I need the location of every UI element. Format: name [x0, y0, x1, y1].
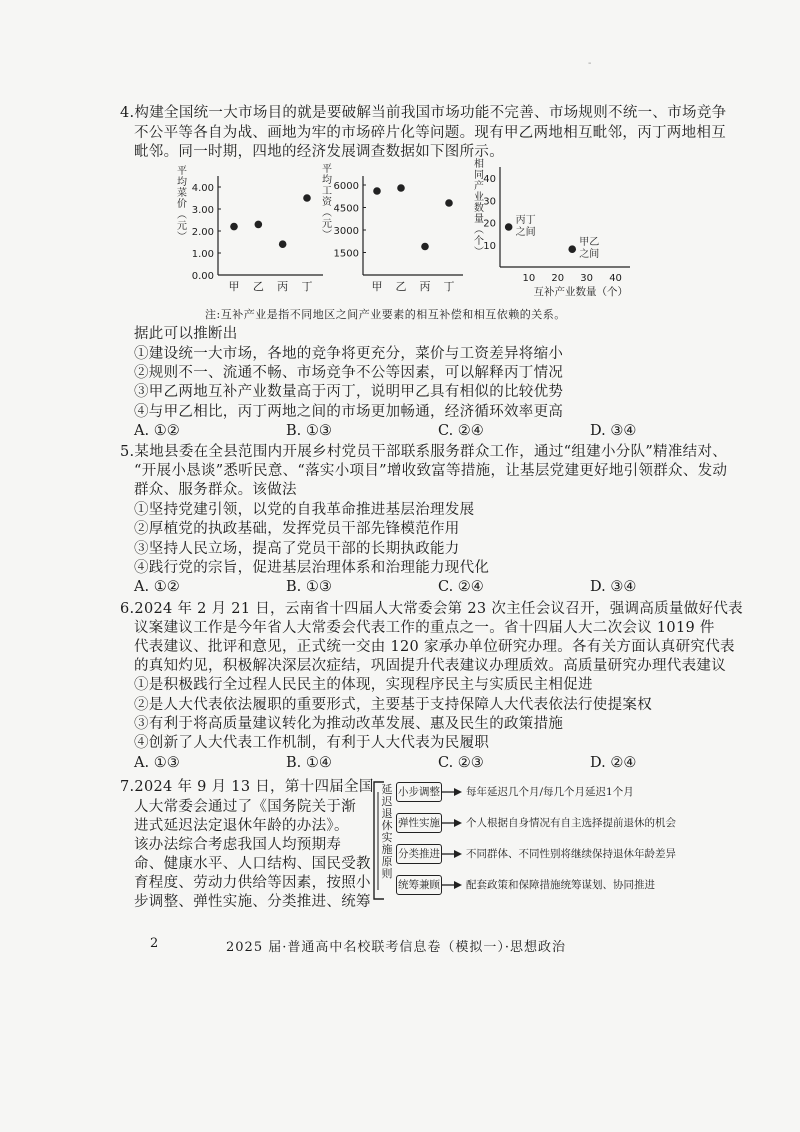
chart-note: 注:互补产业是指不同地区之间产业要素的相互补偿和相互依赖的关系。: [205, 308, 566, 321]
x-tick-label: 40: [609, 273, 622, 284]
svg-text:量: 量: [474, 214, 484, 225]
x-tick-label: 20: [551, 273, 565, 284]
svg-text:丙丁: 丙丁: [515, 215, 536, 226]
svg-text:之间: 之间: [515, 227, 536, 238]
y-tick-label: 20: [483, 218, 496, 230]
x-tick-label: 甲: [228, 280, 240, 293]
svg-text:均: 均: [177, 177, 187, 188]
q4-line-1: 4.构建全国统一大市场目的就是要破解当前我国市场功能不完善、市场规则不统一、市场竞争: [120, 105, 727, 121]
x-tick-label: 30: [580, 273, 594, 284]
q5-statement-4: ④践行党的宗旨，促进基层治理体系和治理能力现代化: [134, 560, 490, 576]
q7-line-2: 人大常委会通过了《国务院关于渐: [134, 799, 356, 815]
svg-text:工: 工: [322, 186, 332, 197]
diagram-box-2: 弹性实施: [396, 813, 442, 833]
q6-option-d[interactable]: D. ②④: [590, 755, 637, 771]
scan-mark: -: [588, 58, 592, 69]
q4-option-b[interactable]: B. ①③: [286, 423, 332, 439]
svg-text:相: 相: [474, 159, 484, 170]
data-point-乙: [397, 184, 405, 192]
data-point-乙: [255, 221, 263, 229]
svg-text:︶: ︶: [177, 232, 187, 243]
q6-line-4: 的真知灼见，积极解决深层次症结，巩固提升代表建议办理质效。高质量研究办理代表建议: [134, 658, 726, 674]
svg-text:平: 平: [177, 166, 187, 177]
q4-line-3: 毗邻。同一时期，四地的经济发展调查数据如下图所示。: [134, 144, 504, 160]
q5-option-a[interactable]: A. ①②: [134, 579, 180, 595]
x-tick-label: 丙: [277, 280, 289, 293]
q5-line-3: 群众、服务群众。该做法: [134, 482, 297, 498]
svg-text:资: 资: [322, 197, 332, 208]
y-tick-label: 4500: [333, 203, 359, 215]
q5-line-2: “开展小恳谈”悉听民意、“落实小项目”增收致富等措施，让基层党建更好地引领群众、发动: [134, 463, 728, 479]
y-tick-label: 2.00: [191, 227, 214, 238]
data-point: [568, 245, 576, 253]
diagram-desc-2: 个人根据自身情况有自主选择提前退休的机会: [466, 817, 676, 829]
svg-text:同: 同: [474, 170, 484, 181]
svg-text:︶: ︶: [474, 247, 484, 258]
q6-option-c[interactable]: C. ②③: [438, 755, 484, 771]
q7-line-6: 育程度、劳动力供给等因素，按照小: [134, 875, 371, 891]
q6-line-1: 6.2024 年 2 月 21 日，云南省十四届人大常委会第 23 次主任会议召开，强调高质量做好代表: [120, 601, 743, 617]
y-axis-label: [322, 163, 333, 241]
x-tick-label: 10: [522, 273, 536, 284]
svg-text:元: 元: [322, 219, 332, 230]
diagram-box-3: 分类推进: [396, 844, 442, 864]
y-tick-label: 10: [483, 240, 496, 252]
q5-line-1: 5.某地县委在全县范围内开展乡村党员干部联系服务群众工作，通过“组建小分队”精准结对、: [120, 444, 728, 460]
y-axis-label: [177, 165, 187, 243]
data-point-label: [516, 214, 536, 238]
y-tick-label: 3.00: [191, 205, 214, 216]
q5-option-c[interactable]: C. ②④: [438, 579, 484, 595]
diagram-box-4: 统筹兼顾: [396, 875, 442, 895]
diagram-desc-1: 每年延迟几个月/每几个月延迟1个月: [466, 786, 634, 798]
svg-text:价: 价: [177, 199, 187, 210]
q4-statement-4: ④与甲乙相比，丙丁两地之间的市场更加畅通，经济循环效率更高: [134, 404, 564, 420]
q7-line-1: 7.2024 年 9 月 13 日，第十四届全国: [120, 779, 374, 795]
footer-title: 2025 届·普通高中名校联考信息卷（模拟一）·思想政治: [226, 940, 566, 955]
x-tick-label: 乙: [252, 280, 264, 293]
x-tick-label: 丁: [443, 280, 455, 293]
svg-text:︵: ︵: [322, 208, 332, 219]
y-tick-label: 1500: [333, 248, 359, 260]
data-point-丁: [445, 199, 453, 207]
q6-statement-3: ③有利于将高质量建议转化为推动改革发展、惠及民生的政策措施: [134, 716, 564, 732]
q4-statement-2: ②规则不一、流通不畅、市场竞争不公等因素，可以解释丙丁情况: [134, 365, 564, 381]
x-tick-label: 丙: [419, 280, 431, 293]
diagram-title: 延迟退休实施原则: [381, 783, 393, 880]
y-tick-label: 3000: [333, 226, 359, 237]
data-point-丙: [421, 243, 429, 251]
q4-stem: 据此可以推断出: [134, 326, 238, 342]
q4-option-c[interactable]: C. ②④: [438, 423, 484, 439]
data-point: [505, 223, 513, 231]
q4-option-a[interactable]: A. ①②: [134, 423, 180, 439]
x-axis-label: 互补产业数量（个）: [533, 286, 628, 298]
data-point-丁: [303, 194, 311, 202]
svg-text:均: 均: [322, 175, 332, 186]
chart-industry: [470, 155, 645, 300]
svg-text:个: 个: [474, 236, 484, 247]
q4-statement-1: ①建设统一大市场，各地的竞争将更充分，菜价与工资差异将缩小: [134, 346, 564, 362]
svg-text:元: 元: [177, 221, 187, 232]
y-tick-label: 0.00: [191, 271, 214, 282]
svg-text:之间: 之间: [579, 249, 600, 261]
q5-statement-3: ③坚持人民立场，提高了党员干部的长期执政能力: [134, 541, 460, 557]
chart-wage: [318, 160, 468, 295]
svg-text:业: 业: [474, 192, 484, 203]
y-tick-label: 4.00: [191, 183, 214, 194]
q6-line-3: 代表建议、批评和意见，正式统一交由 120 家承办单位研究办理。各有关方面认真研究代表: [134, 639, 735, 655]
q5-option-d[interactable]: D. ③④: [590, 579, 637, 595]
svg-text:︶: ︶: [322, 230, 332, 241]
diagram-desc-3: 不同群体、不同性别将继续保持退休年龄差异: [466, 848, 676, 860]
x-tick-label: 乙: [395, 280, 407, 293]
y-tick-label: 1.00: [191, 249, 214, 260]
y-tick-label: 30: [483, 196, 496, 208]
q7-line-5: 命、健康水平、人口结构、国民受教: [134, 856, 371, 872]
q7-line-4: 该办法综合考虑我国人均预期寿: [134, 837, 342, 853]
q4-line-2: 不公平等各自为战、画地为牢的市场碎片化等问题。现有甲乙两地相互毗邻，丙丁两地相互: [134, 125, 726, 141]
q5-statement-1: ①坚持党建引领，以党的自我革命推进基层治理发展: [134, 502, 475, 518]
data-point-label: [579, 236, 599, 260]
y-tick-label: 6000: [333, 181, 359, 192]
q7-line-3: 进式延迟法定退休年龄的办法》。: [134, 818, 349, 834]
svg-text:平: 平: [322, 164, 332, 175]
svg-text:甲乙: 甲乙: [579, 237, 600, 249]
svg-text:︵: ︵: [474, 225, 484, 236]
page-number: 2: [150, 936, 160, 951]
data-point-甲: [373, 187, 381, 195]
q6-statement-2: ②是人大代表依法履职的重要形式，主要基于支持保障人大代表依法行使提案权: [134, 697, 652, 713]
q6-option-a[interactable]: A. ①③: [134, 755, 180, 771]
x-tick-label: 甲: [371, 280, 383, 293]
svg-text:产: 产: [474, 181, 484, 192]
diagram-box-1: 小步调整: [396, 782, 442, 802]
q5-statement-2: ②厚植党的执政基础，发挥党员干部先锋模范作用: [134, 521, 460, 537]
x-tick-label: 丁: [301, 280, 313, 293]
data-point-甲: [230, 223, 238, 231]
diagram-desc-4: 配套政策和保障措施统筹谋划、协同推进: [466, 879, 655, 891]
svg-text:数: 数: [474, 203, 484, 214]
data-point-丙: [279, 240, 287, 248]
svg-text:︵: ︵: [177, 210, 187, 221]
q4-option-d[interactable]: D. ③④: [590, 423, 637, 439]
q7-line-7: 步调整、弹性实施、分类推进、统筹: [134, 894, 371, 910]
y-tick-label: 40: [483, 174, 496, 186]
q6-option-b[interactable]: B. ①④: [286, 755, 332, 771]
svg-text:菜: 菜: [177, 188, 187, 199]
q6-statement-4: ④创新了人大代表工作机制，有利于人大代表为民履职: [134, 735, 490, 751]
q5-option-b[interactable]: B. ①③: [286, 579, 332, 595]
q6-line-2: 议案建议工作是今年省人大常委会代表工作的重点之一。省十四届人大二次会议 1019 件: [134, 620, 715, 636]
q4-statement-3: ③甲乙两地互补产业数量高于丙丁，说明甲乙具有相似的比较优势: [134, 384, 564, 400]
chart-veg-price: [170, 160, 330, 295]
q6-statement-1: ①是积极践行全过程人民民主的体现，实现程序民主与实质民主相促进: [134, 677, 593, 693]
